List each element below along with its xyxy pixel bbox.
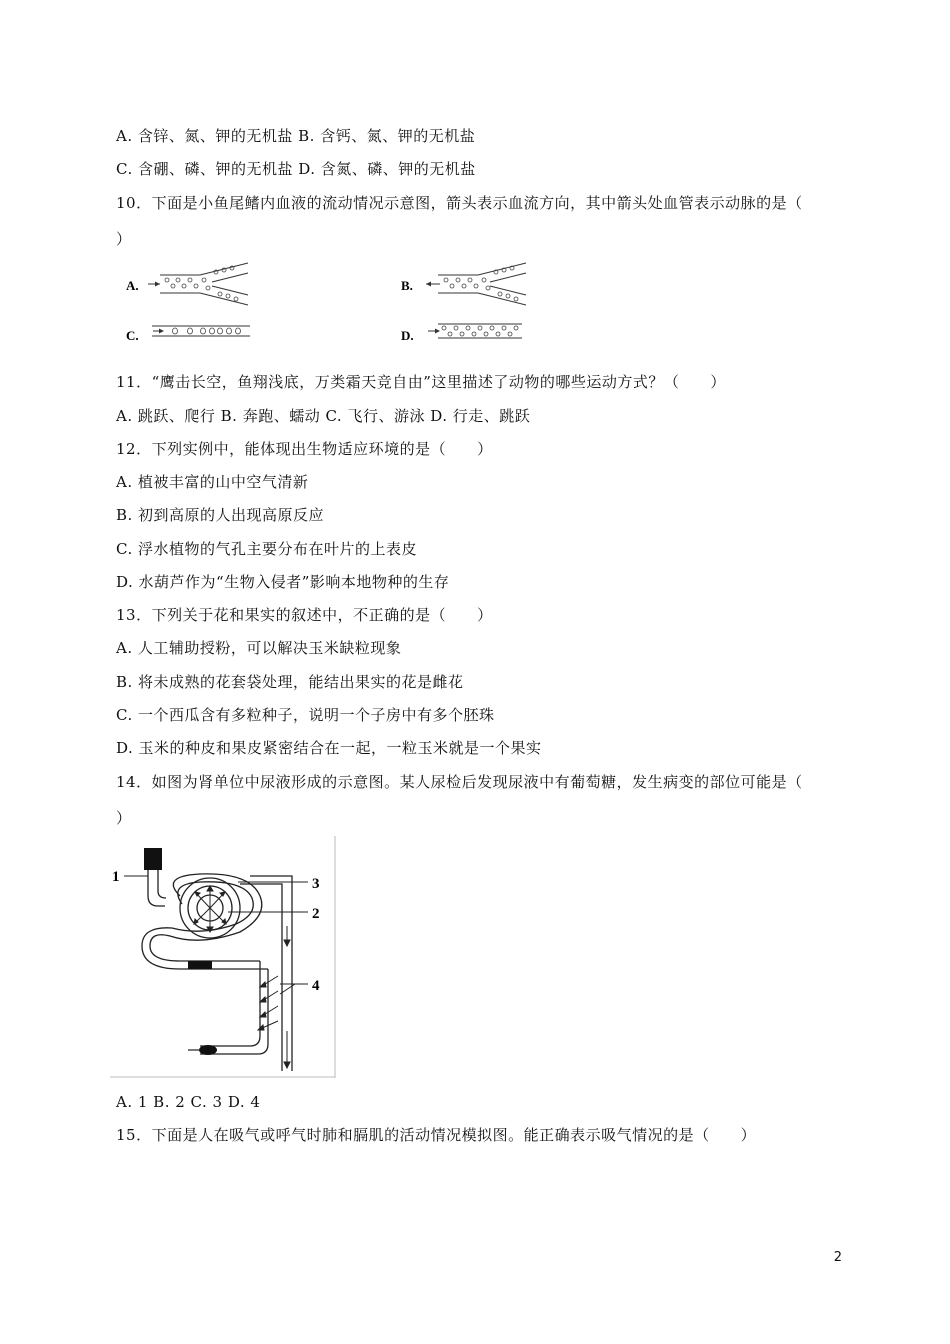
q11-stem: 11．“鹰击长空，鱼翔浅底，万类霜天竞自由”这里描述了动物的哪些运动方式？（ ）: [116, 373, 726, 391]
q14-stem: 14．如图为肾单位中尿液形成的示意图。某人尿检后发现尿液中有葡萄糖，发生病变的部位可能是（: [116, 773, 803, 791]
q12-stem: 12．下列实例中，能体现出生物适应环境的是（ ）: [116, 440, 493, 458]
q12-option-a: A. 植被丰富的山中空气清新: [116, 473, 309, 491]
fig-label-a: A.: [126, 278, 139, 293]
q14-options: A. 1 B. 2 C. 3 D. 4: [116, 1093, 261, 1111]
fig-label-d: D.: [401, 328, 414, 343]
vessel-diagram-a: [126, 263, 248, 305]
vessel-diagram-b: [401, 263, 526, 305]
nephron-label-1: 1: [112, 869, 120, 885]
q12-option-d: D. 水葫芦作为“生物入侵者”影响本地物种的生存: [116, 573, 450, 591]
fig-label-c: C.: [126, 328, 139, 343]
q13-option-c: C. 一个西瓜含有多粒种子，说明一个子房中有多个胚珠: [116, 706, 495, 724]
q12-option-b: B. 初到高原的人出现高原反应: [116, 506, 325, 524]
vessel-diagram-d: [401, 324, 522, 343]
nephron-figure: [110, 836, 340, 1078]
vessel-diagram-c: [126, 326, 250, 343]
q13-option-b: B. 将未成熟的花套袋处理，能结出果实的花是雌花: [116, 673, 464, 691]
afferent-block: [144, 848, 162, 870]
q11-options: A. 跳跃、爬行 B. 奔跑、蠕动 C. 飞行、游泳 D. 行走、跳跃: [116, 407, 531, 425]
q9-options-ab: A. 含锌、氮、钾的无机盐 B. 含钙、氮、钾的无机盐: [116, 127, 476, 145]
nephron-label-3: 3: [312, 876, 320, 892]
q13-stem: 13．下列关于花和果实的叙述中，不正确的是（ ）: [116, 606, 493, 624]
nephron-label-4: 4: [312, 978, 320, 994]
tubule-block: [188, 961, 212, 969]
q9-options-cd: C. 含硼、磷、钾的无机盐 D. 含氮、磷、钾的无机盐: [116, 160, 476, 178]
q15-stem: 15．下面是人在吸气或呼气时肺和膈肌的活动情况模拟图。能正确表示吸气情况的是（ ）: [116, 1126, 757, 1144]
blood-flow-figure: [120, 258, 540, 350]
fig-label-b: B.: [401, 278, 413, 293]
page-number: 2: [833, 1250, 842, 1265]
q13-option-a: A. 人工辅助授粉，可以解决玉米缺粒现象: [116, 639, 402, 657]
outflow-block: [199, 1045, 217, 1055]
nephron-label-2: 2: [312, 906, 320, 922]
q12-option-c: C. 浮水植物的气孔主要分布在叶片的上表皮: [116, 540, 417, 558]
q10-stem-end: ）: [116, 230, 132, 248]
q14-stem-end: ）: [116, 809, 132, 827]
q10-stem: 10．下面是小鱼尾鳍内血液的流动情况示意图，箭头表示血流方向，其中箭头处血管表示动脉的是（: [116, 194, 803, 212]
q13-option-d: D. 玉米的种皮和果皮紧密结合在一起，一粒玉米就是一个果实: [116, 739, 542, 757]
